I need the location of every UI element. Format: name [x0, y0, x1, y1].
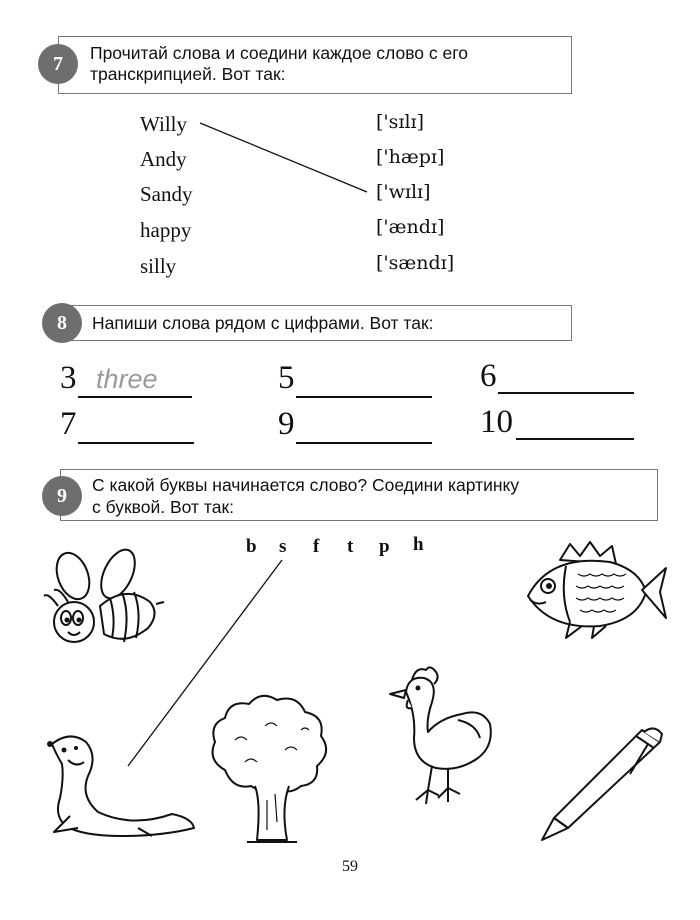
- task7-transcription-5: ['sændɪ]: [376, 252, 455, 274]
- fish-picture[interactable]: [520, 540, 670, 640]
- task9-letter-b[interactable]: b: [246, 536, 257, 557]
- task8-answer-line-10[interactable]: [516, 438, 634, 440]
- task8-answer-line-3: [78, 396, 192, 398]
- task7-transcription-2: ['hæpɪ]: [376, 146, 445, 168]
- task8-number-7: 7: [60, 406, 77, 442]
- task7-transcription-3: ['wɪlɪ]: [376, 181, 431, 203]
- task8-example-answer: three: [96, 364, 158, 394]
- task7-transcription-1: ['sɪlɪ]: [376, 111, 425, 133]
- task8-instruction: Напиши слова рядом с цифрами. Вот так:: [92, 313, 434, 333]
- task7-number-badge: 7: [38, 44, 78, 84]
- task8-number-badge: 8: [42, 303, 82, 343]
- task8-number-10: 10: [480, 404, 513, 440]
- task7-instruction-line2: транскрипцией. Вот так:: [90, 64, 286, 84]
- task8-answer-line-5[interactable]: [296, 396, 432, 398]
- task8-number-9: 9: [278, 406, 295, 442]
- task9-letter-t[interactable]: t: [347, 536, 354, 557]
- task8-answer-line-6[interactable]: [498, 392, 634, 394]
- task9-letter-h[interactable]: h: [413, 534, 424, 555]
- task7-transcription-4: ['ændɪ]: [376, 216, 445, 238]
- task8-answer-line-7[interactable]: [78, 442, 194, 444]
- task8-number-3: 3: [60, 360, 77, 396]
- task7-word-1: Willy: [140, 112, 187, 136]
- task9-letter-f[interactable]: f: [313, 536, 320, 557]
- task8-answer-line-9[interactable]: [296, 442, 432, 444]
- seal-picture[interactable]: [42, 732, 202, 842]
- task9-letter-s[interactable]: s: [279, 536, 287, 557]
- tree-picture[interactable]: [205, 690, 335, 850]
- task7-word-5: silly: [140, 254, 177, 278]
- task9-number-badge: 9: [42, 476, 82, 516]
- task7-instruction-line1: Прочитай слова и соедини каждое слово с его: [90, 43, 468, 63]
- hen-picture[interactable]: [382, 662, 502, 807]
- pen-picture[interactable]: [520, 724, 670, 844]
- task7-word-4: happy: [140, 218, 192, 242]
- task9-instruction-line1: С какой буквы начинается слово? Соедини картинку: [92, 475, 520, 495]
- task7-word-2: Andy: [140, 147, 187, 171]
- task9-instruction-line2: с буквой. Вот так:: [92, 497, 234, 517]
- bee-picture[interactable]: [38, 548, 168, 658]
- page-number: 59: [342, 858, 358, 875]
- task8-number-5: 5: [278, 360, 295, 396]
- task8-number-6: 6: [480, 358, 497, 394]
- task9-letter-p[interactable]: p: [379, 536, 390, 557]
- task7-word-3: Sandy: [140, 182, 193, 206]
